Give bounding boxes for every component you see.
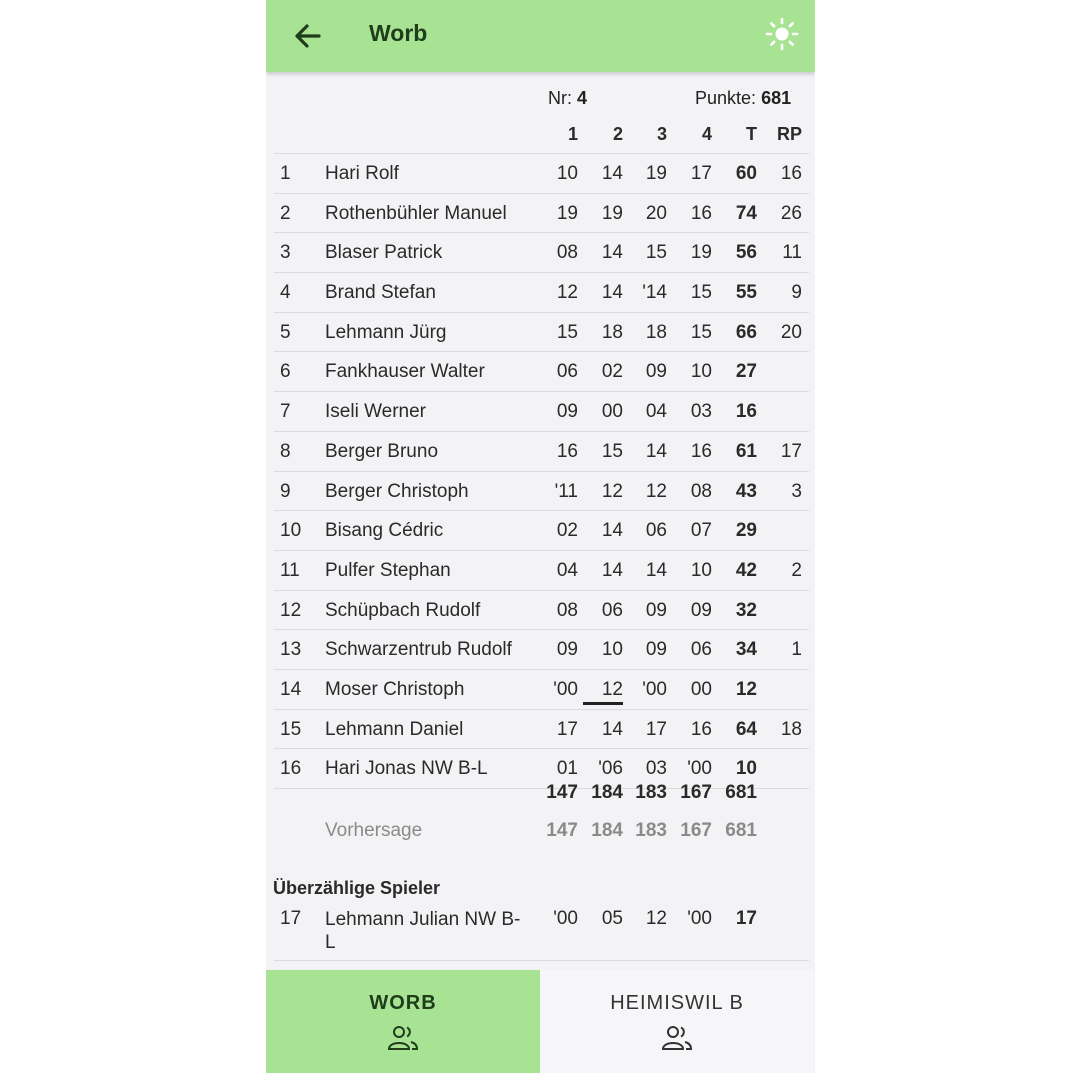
score-cell: 09 [690, 599, 712, 621]
round-number [548, 88, 587, 109]
app-screen [266, 0, 815, 1073]
score-cell: 08 [556, 599, 578, 621]
score-cell: 10 [601, 639, 623, 661]
player-name: Blaser Patrick [325, 242, 443, 264]
score-cell: 06 [690, 639, 712, 661]
player-name: Rothenbühler Manuel [325, 202, 507, 224]
score-cell: '00 [687, 908, 712, 929]
total-cell: 17 [735, 908, 757, 929]
rp-cell: 9 [791, 282, 802, 304]
player-row[interactable] [274, 431, 809, 471]
player-nr: 14 [280, 678, 302, 700]
player-nr: 17 [280, 908, 302, 929]
score-cell: 15 [645, 242, 667, 264]
score-cell: '00 [687, 758, 712, 780]
player-row[interactable] [274, 312, 809, 352]
total-cell: 61 [735, 440, 757, 462]
player-nr: 11 [280, 559, 300, 581]
player-nr: 16 [280, 758, 302, 780]
score-cell: 15 [690, 282, 712, 304]
score-cell: 14 [601, 242, 623, 264]
player-row[interactable] [274, 629, 809, 669]
column-header-4: 4 [701, 124, 712, 144]
total-cell: 184 [591, 782, 623, 803]
rp-cell: 17 [780, 440, 802, 462]
column-header-rp: RP [776, 124, 802, 144]
score-cell: 06 [601, 599, 623, 621]
score-cell: '11 [554, 480, 578, 502]
score-cell: 17 [645, 718, 667, 740]
score-cell: '14 [642, 282, 667, 304]
sun-icon [762, 14, 802, 54]
score-cell: 02 [601, 361, 623, 383]
total-cell: 183 [635, 782, 667, 803]
score-cell: 12 [601, 480, 623, 502]
player-nr: 7 [280, 401, 291, 423]
total-points-label: Punkte: [695, 88, 757, 108]
player-row[interactable] [274, 272, 809, 312]
score-cell: 18 [645, 321, 667, 343]
rp-cell: 3 [791, 480, 802, 502]
score-cell: 02 [556, 520, 578, 542]
score-cell: 14 [645, 559, 667, 581]
score-cell: 03 [690, 401, 712, 423]
rp-cell: 1 [791, 639, 802, 661]
total-points-value: 681 [761, 88, 792, 108]
total-cell: 43 [735, 480, 757, 502]
total-cell: 10 [735, 758, 757, 780]
total-cell: 34 [735, 639, 757, 661]
score-cell: 06 [556, 361, 578, 383]
column-header-2: 2 [612, 124, 623, 144]
tab-heimiswil-b[interactable] [540, 970, 814, 1073]
arrow-left-icon [288, 16, 328, 56]
score-cell: 06 [645, 520, 667, 542]
column-header-1: 1 [567, 124, 578, 144]
player-row[interactable] [274, 351, 809, 391]
score-cell: 10 [556, 163, 578, 184]
page-title: Worb [369, 20, 428, 46]
score-cell: '00 [553, 678, 578, 700]
player-row[interactable] [274, 471, 809, 511]
score-cell: 19 [556, 202, 578, 224]
total-points [695, 88, 791, 109]
score-cell: 14 [601, 282, 623, 304]
rp-cell: 20 [780, 321, 802, 343]
prediction-cell: 147 [546, 820, 578, 841]
prediction-cell: 681 [725, 820, 757, 841]
theme-toggle-button[interactable] [762, 14, 802, 54]
player-table [274, 153, 809, 790]
player-row[interactable] [274, 193, 809, 233]
rp-cell: 2 [791, 559, 802, 581]
column-header-total: T [746, 124, 757, 144]
back-button[interactable] [288, 16, 328, 56]
total-cell: 16 [735, 401, 757, 423]
score-cell: 09 [556, 639, 578, 661]
player-nr: 3 [280, 242, 291, 264]
player-name: Lehmann Daniel [325, 718, 464, 740]
score-cell: 16 [556, 440, 578, 462]
player-nr: 15 [280, 718, 302, 740]
total-cell: 12 [735, 678, 757, 700]
score-cell: 03 [645, 758, 667, 780]
score-cell: 18 [601, 321, 623, 343]
player-name: Hari Jonas NW B-L [325, 758, 488, 780]
app-bar [266, 0, 815, 72]
score-cell: 12 [556, 282, 578, 304]
total-cell: 56 [735, 242, 757, 264]
score-cell: 07 [690, 520, 712, 542]
score-cell: '00 [553, 908, 578, 929]
score-cell: 00 [601, 401, 623, 423]
score-cell: 08 [690, 480, 712, 502]
prediction-cell: 183 [635, 820, 667, 841]
player-row[interactable] [274, 550, 809, 590]
total-cell: 681 [725, 782, 757, 803]
player-name [325, 908, 520, 954]
rp-cell: 11 [782, 242, 802, 264]
total-cell: 42 [735, 559, 757, 581]
tab-label: WORB [369, 992, 437, 1014]
score-cell: 20 [645, 202, 667, 224]
total-cell: 60 [735, 163, 757, 184]
extra-player-row[interactable] [274, 904, 809, 961]
player-name: Brand Stefan [325, 282, 436, 304]
score-cell: 01 [556, 758, 578, 780]
player-name-line2: L [325, 932, 336, 953]
tab-worb[interactable] [266, 970, 540, 1073]
rp-cell: 18 [780, 718, 802, 740]
score-cell: 15 [601, 440, 623, 462]
score-cell: 19 [645, 163, 667, 184]
player-name: Berger Christoph [325, 480, 469, 502]
total-cell: 55 [735, 282, 757, 304]
player-name-line1: Lehmann Julian NW B- [325, 909, 521, 930]
player-name: Moser Christoph [325, 678, 465, 700]
score-cell: 05 [601, 908, 623, 929]
group-icon [660, 1024, 694, 1052]
score-cell: 09 [645, 361, 667, 383]
player-name: Pulfer Stephan [325, 559, 451, 581]
player-name: Schwarzentrub Rudolf [325, 639, 512, 661]
total-cell: 167 [680, 782, 712, 803]
player-nr: 13 [280, 639, 302, 661]
score-cell: 16 [690, 202, 712, 224]
score-cell: 15 [556, 321, 578, 343]
player-nr: 1 [280, 163, 291, 184]
player-nr: 12 [280, 599, 302, 621]
group-icon [386, 1024, 420, 1052]
player-nr: 2 [280, 202, 291, 224]
column-header-3: 3 [656, 124, 667, 144]
score-cell: 09 [645, 639, 667, 661]
score-cell: 14 [601, 520, 623, 542]
player-name: Schüpbach Rudolf [325, 599, 481, 621]
score-cell: 14 [601, 163, 623, 184]
score-cell: 00 [690, 678, 712, 700]
round-number-label: Nr: [548, 88, 572, 108]
round-number-value: 4 [577, 88, 588, 108]
player-nr: 6 [280, 361, 291, 383]
player-nr: 4 [280, 282, 291, 304]
player-name: Lehmann Jürg [325, 321, 447, 343]
total-cell: 64 [735, 718, 757, 740]
prediction-cell: 184 [591, 820, 623, 841]
prediction-cell: 167 [680, 820, 712, 841]
player-row[interactable] [274, 669, 809, 709]
rp-cell: 16 [780, 163, 802, 184]
player-name: Fankhauser Walter [325, 361, 485, 383]
total-cell: 66 [735, 321, 757, 343]
score-cell: 12 [645, 480, 667, 502]
score-cell: 12 [645, 908, 667, 929]
score-cell: 09 [556, 401, 578, 423]
total-cell: 32 [735, 599, 757, 621]
tab-label: HEIMISWIL B [610, 992, 744, 1014]
score-cell: 15 [690, 321, 712, 343]
player-row[interactable] [274, 153, 809, 193]
score-cell: '00 [642, 678, 667, 700]
prediction-label: Vorhersage [325, 820, 423, 841]
total-cell: 27 [735, 361, 757, 383]
score-cell: 04 [645, 401, 667, 423]
rp-cell: 26 [780, 202, 802, 224]
player-row[interactable] [274, 510, 809, 550]
player-name: Iseli Werner [325, 401, 427, 423]
player-name: Bisang Cédric [325, 520, 444, 542]
score-cell: 19 [690, 242, 712, 264]
score-cell: 14 [645, 440, 667, 462]
score-cell: 16 [690, 440, 712, 462]
score-cell: 17 [690, 163, 712, 184]
score-cell: 12 [583, 679, 623, 705]
player-nr: 9 [280, 480, 291, 502]
score-cell: 04 [556, 559, 578, 581]
player-row[interactable] [274, 232, 809, 272]
total-cell: 29 [735, 520, 757, 542]
score-cell: 17 [556, 718, 578, 740]
player-row[interactable] [274, 709, 809, 749]
score-cell: 10 [690, 361, 712, 383]
extra-players-heading: Überzählige Spieler [273, 878, 441, 898]
player-nr: 5 [280, 321, 291, 343]
player-row[interactable] [274, 391, 809, 431]
score-cell: 08 [556, 242, 578, 264]
player-nr: 8 [280, 440, 291, 462]
bottom-navigation [266, 970, 815, 1073]
score-cell: 10 [690, 559, 712, 581]
player-row[interactable] [274, 590, 809, 630]
total-cell: 74 [735, 202, 757, 224]
score-cell: 16 [690, 718, 712, 740]
score-cell: 19 [601, 202, 623, 224]
total-cell: 147 [546, 782, 578, 803]
player-name: Berger Bruno [325, 440, 439, 462]
player-name: Hari Rolf [325, 163, 399, 184]
score-cell: 14 [601, 718, 623, 740]
player-nr: 10 [280, 520, 302, 542]
score-cell: 09 [645, 599, 667, 621]
score-cell: '06 [598, 758, 623, 780]
score-cell: 14 [601, 559, 623, 581]
